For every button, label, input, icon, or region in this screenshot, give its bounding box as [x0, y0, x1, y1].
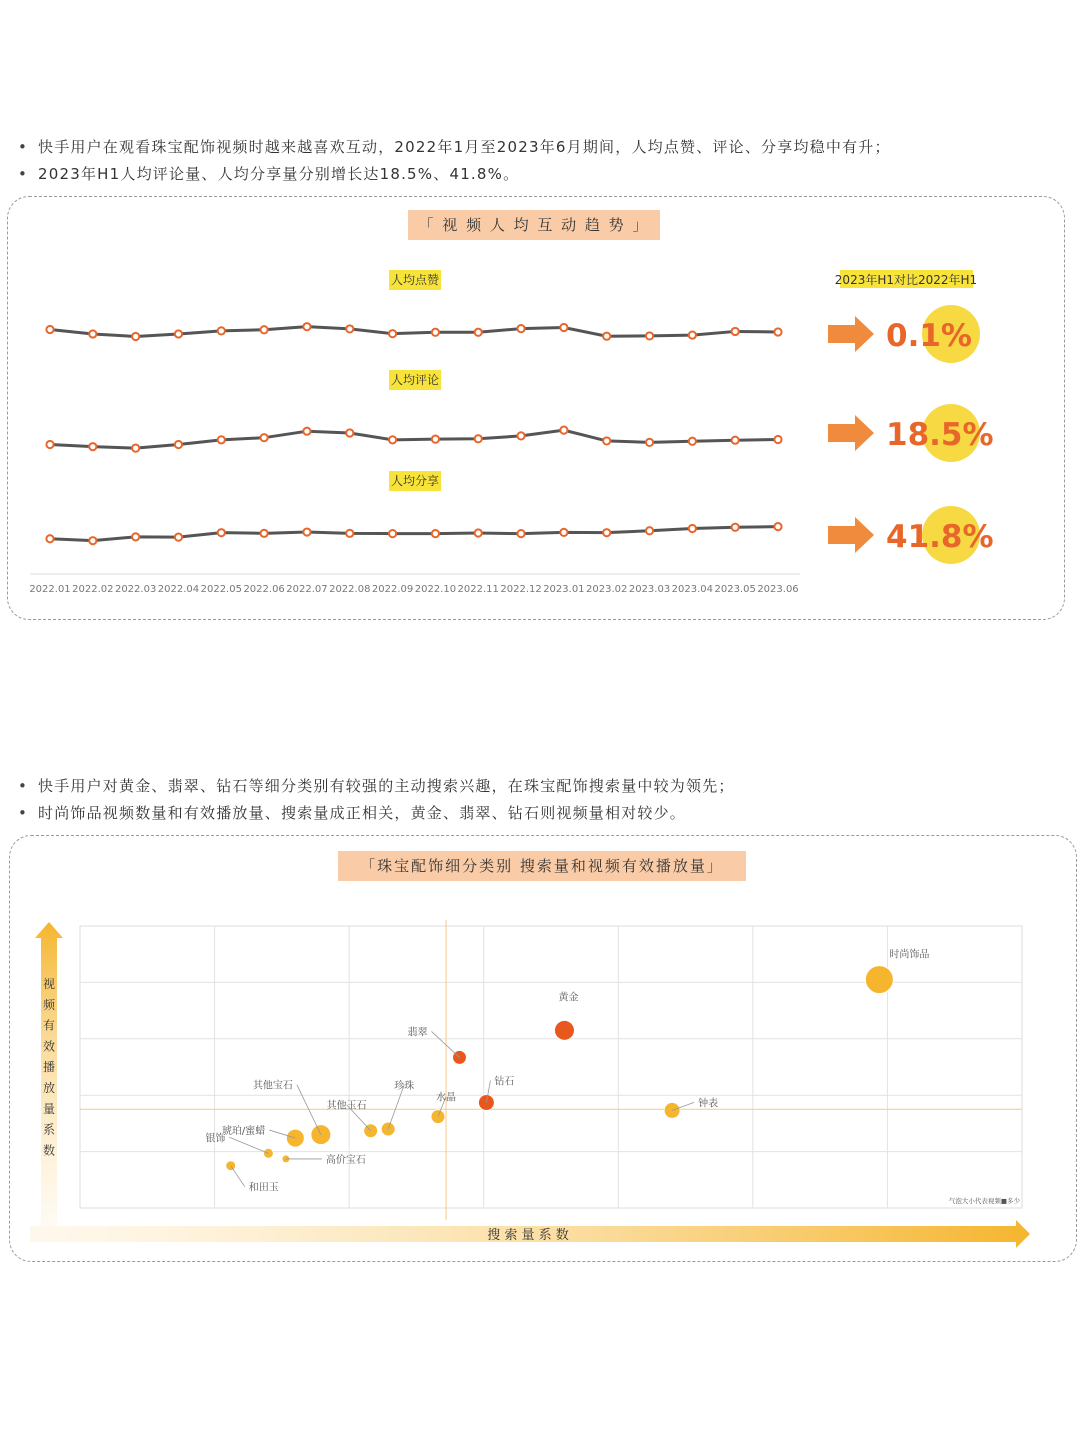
x-tick-label: 2022.06	[243, 584, 285, 595]
bubble-label: 珍珠	[394, 1081, 415, 1093]
series-tag-label: 人均分享	[390, 474, 440, 488]
y-axis-label-char: 视	[42, 977, 56, 991]
bubble-label: 水晶	[435, 1092, 456, 1104]
y-axis-label-char: 数	[42, 1143, 56, 1158]
compare-label: 2023年H1对比2022年H1	[834, 273, 978, 287]
bubble	[865, 966, 893, 994]
bubble-label: 钟表	[698, 1098, 719, 1110]
bubble-label: 钻石	[494, 1076, 515, 1088]
y-axis-label-char: 有	[42, 1018, 56, 1033]
x-tick-label: 2022.01	[29, 584, 71, 595]
bubble-chart-title: 「珠宝配饰细分类别 搜索量和视频有效播放量」	[338, 851, 746, 881]
bullet-text: • 快手用户对黄金、翡翠、钻石等细分类别有较强的主动搜索兴趣，在珠宝配饰搜索量中较为领先；	[18, 773, 735, 800]
change-percent: 41.8%	[886, 519, 994, 555]
bubble-label: 银饰	[205, 1133, 226, 1145]
bubble-label: 高价宝石	[325, 1154, 366, 1166]
x-tick-label: 2022.05	[200, 584, 242, 595]
x-tick-label: 2022.04	[157, 584, 200, 595]
y-axis-label-char: 播	[42, 1060, 56, 1075]
bullet-text: • 时尚饰品视频数量和有效播放量、搜索量成正相关，黄金、翡翠、钻石则视频量相对较少。	[18, 800, 735, 827]
bubble-label: 黄金	[558, 992, 579, 1004]
y-axis-label-char: 频	[42, 997, 56, 1012]
leader-line	[431, 1031, 459, 1057]
x-tick-label: 2022.09	[371, 584, 414, 595]
x-tick-label: 2023.05	[714, 584, 756, 595]
x-tick-label: 2022.02	[72, 584, 114, 595]
y-axis-label-char: 放	[42, 1081, 56, 1095]
series-tag-label: 人均点赞	[390, 273, 440, 287]
bubble	[554, 1020, 574, 1040]
x-tick-label: 2022.10	[414, 584, 457, 595]
bubble-size-note: 气泡大小代表视频■多少	[948, 1197, 1020, 1205]
bubble-label: 翡翠	[407, 1027, 428, 1039]
x-tick-label: 2022.12	[500, 584, 542, 595]
leader-line	[229, 1137, 268, 1153]
x-tick-label: 2022.03	[114, 584, 157, 595]
y-axis-label-char: 系	[42, 1122, 56, 1137]
bubble-label: 其他玉石	[326, 1100, 367, 1112]
bubble-label: 琥珀/蜜蜡	[221, 1126, 266, 1138]
y-axis-label-char: 量	[42, 1101, 56, 1116]
x-tick-label: 2022.07	[286, 584, 328, 595]
x-tick-label: 2023.01	[543, 584, 585, 595]
change-percent: 18.5%	[886, 417, 994, 453]
x-axis-label: 搜 索 量 系 数	[487, 1228, 569, 1243]
x-tick-label: 2023.02	[586, 584, 628, 595]
x-tick-label: 2022.11	[457, 584, 499, 595]
bubble-label: 时尚饰品	[889, 949, 930, 961]
bullet-text: • 快手用户在观看珠宝配饰视频时越来越喜欢互动，2022年1月至2023年6月期间，人均点赞、评论、分享均稳中有升；	[18, 134, 891, 161]
x-tick-label: 2023.06	[757, 584, 799, 595]
x-tick-label: 2023.04	[671, 584, 714, 595]
bubble-label: 和田玉	[248, 1182, 279, 1194]
trend-chart-title: 「 视 频 人 均 互 动 趋 势 」	[408, 210, 660, 240]
series-tag-label: 人均评论	[390, 373, 440, 387]
x-tick-label: 2023.03	[628, 584, 671, 595]
change-percent: 0.1%	[886, 318, 972, 354]
y-axis-label-char: 效	[42, 1039, 56, 1054]
bubble-label: 其他宝石	[252, 1080, 293, 1092]
bullet-text: • 2023年H1人均评论量、人均分享量分别增长达18.5%、41.8%。	[18, 161, 891, 188]
leader-line	[231, 1166, 245, 1187]
x-tick-label: 2022.08	[329, 584, 371, 595]
